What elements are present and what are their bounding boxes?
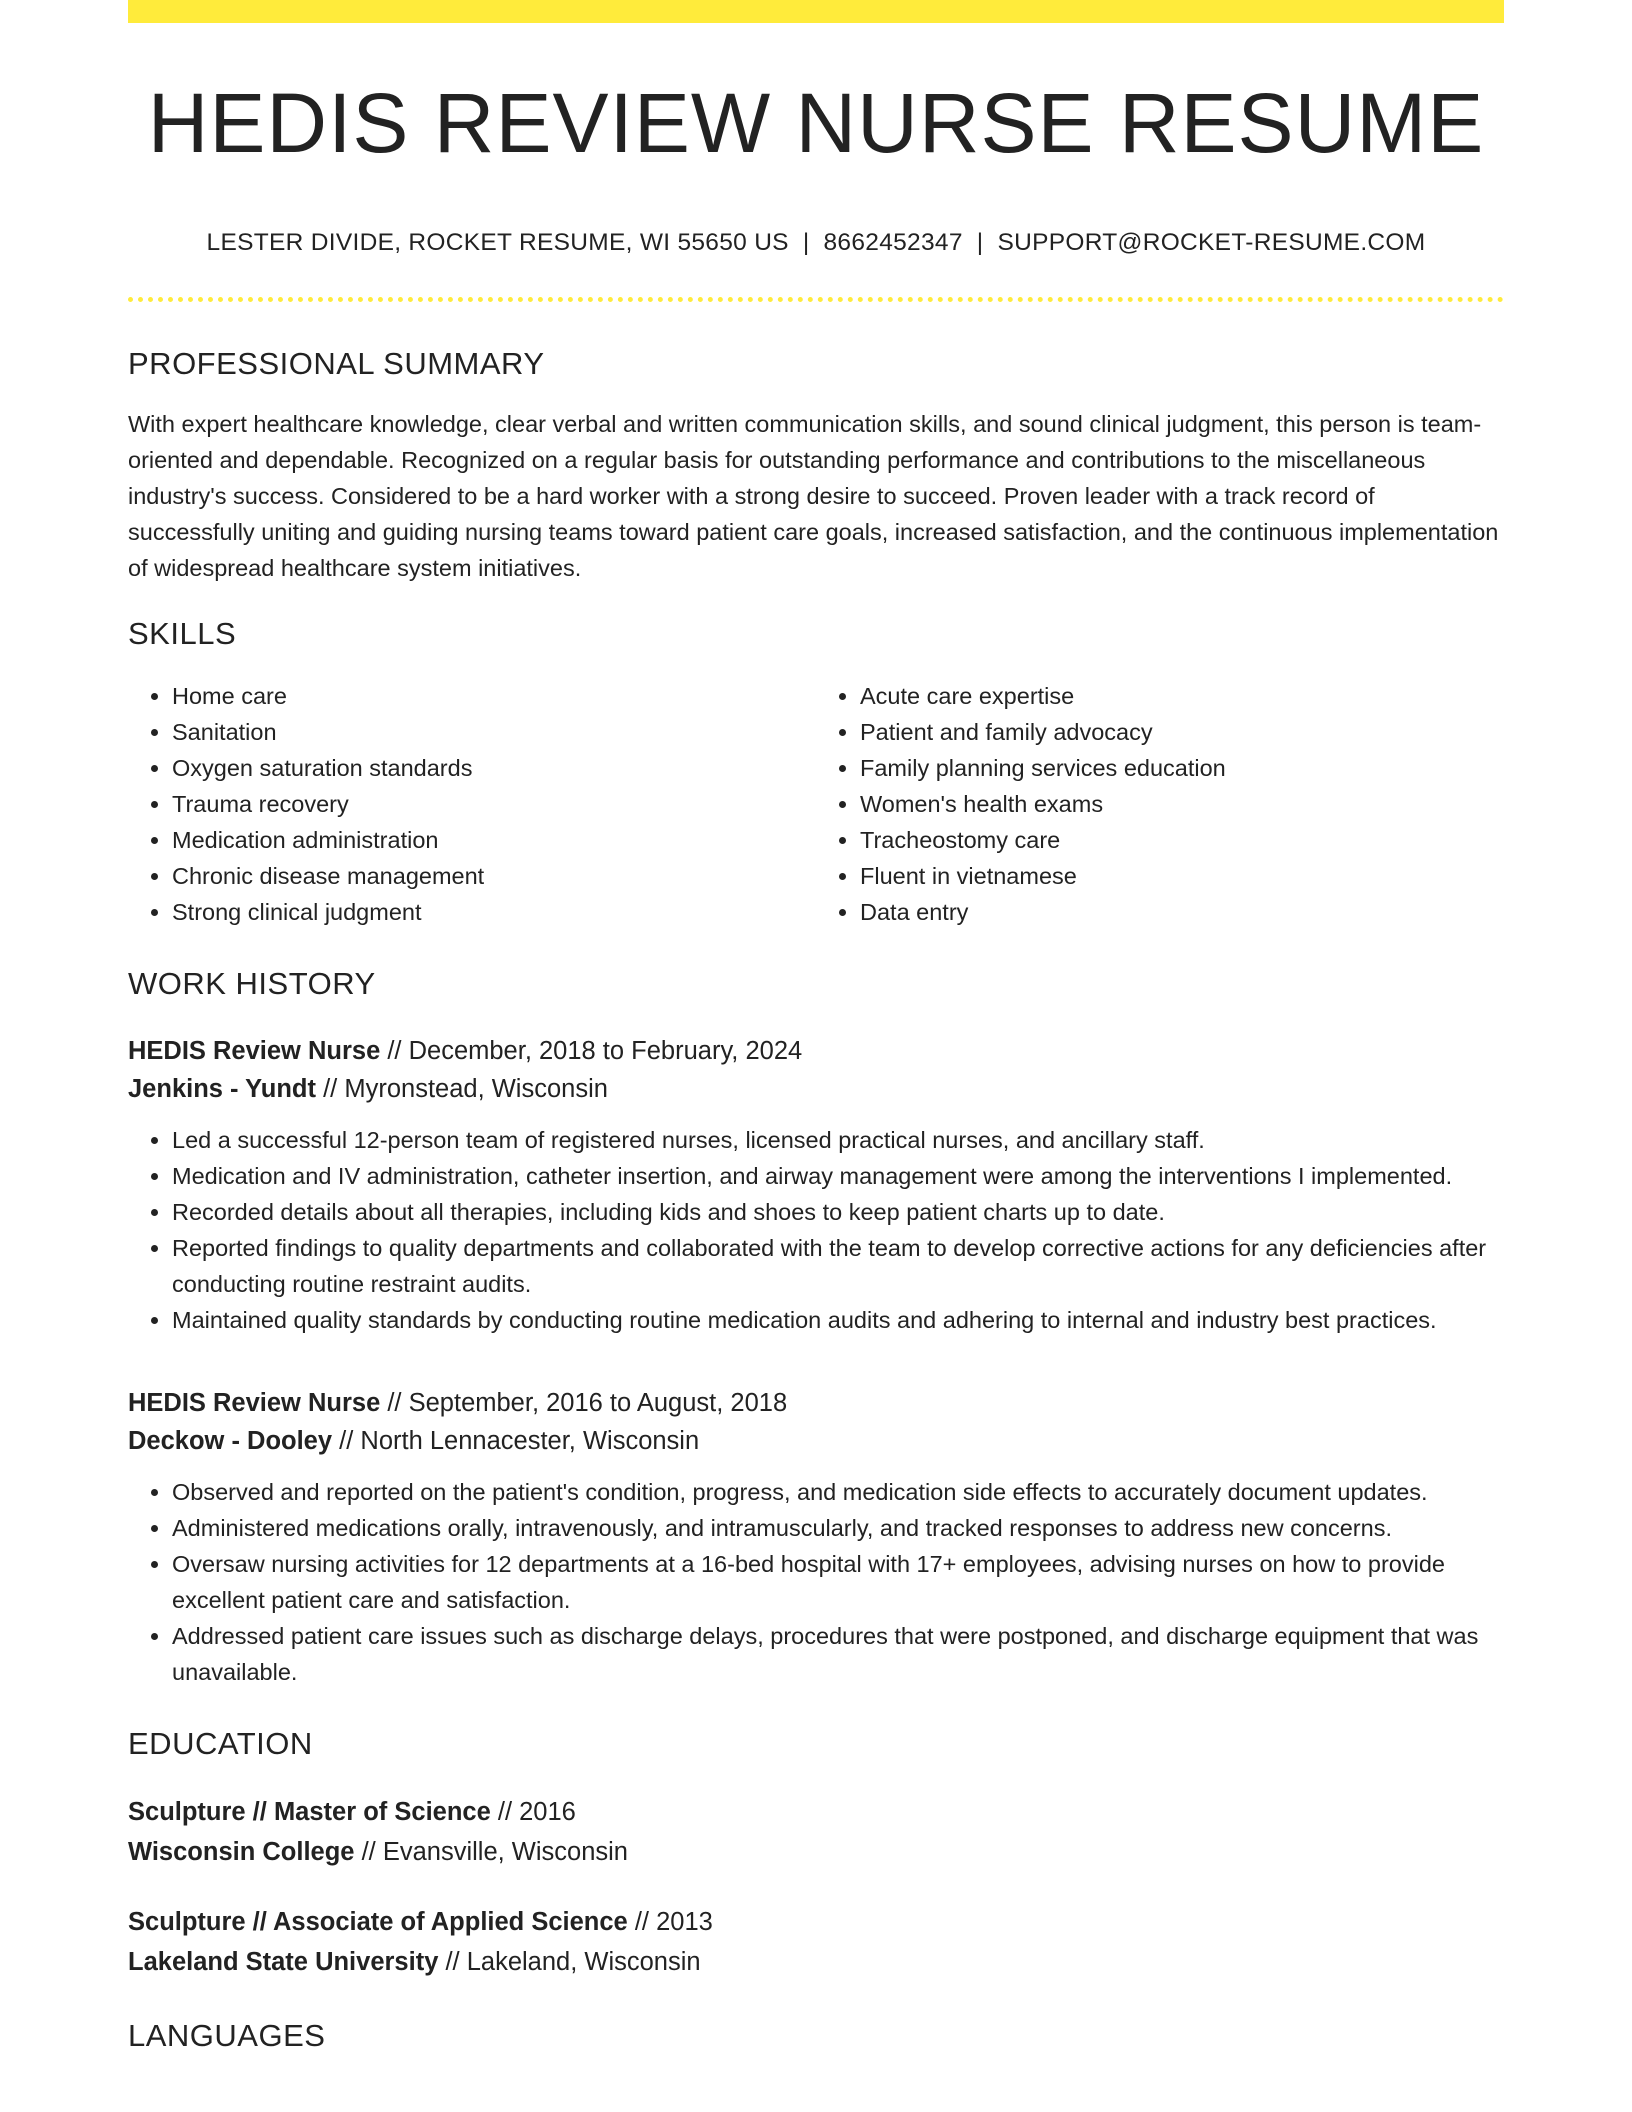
contact-phone: 8662452347 <box>823 229 963 256</box>
job-company: Jenkins - Yundt <box>128 1075 316 1103</box>
job-dates: December, 2018 to February, 2024 <box>408 1037 803 1065</box>
contact-line <box>128 229 1504 257</box>
skill-item: • Oxygen saturation standards <box>172 750 816 786</box>
education-year: 2013 <box>656 1908 713 1936</box>
separator: // <box>332 1427 361 1455</box>
job-title-line <box>128 1032 1504 1070</box>
separator: // <box>490 1798 520 1826</box>
job-bullet: • Recorded details about all therapies, including kids and shoes to keep patient charts up to date. <box>172 1194 1504 1230</box>
separator: // <box>380 1037 409 1065</box>
job-location: Myronstead, Wisconsin <box>344 1075 608 1103</box>
job-bullet: • Oversaw nursing activities for 12 departments at a 16-bed hospital with 17+ employees, advising nurses on how to provide excellent patient care and satisfaction. <box>172 1546 1504 1618</box>
education-school-line <box>128 1942 1504 1982</box>
education-degree-line <box>128 1902 1504 1942</box>
contact-email: SUPPORT@ROCKET-RESUME.COM <box>997 229 1426 256</box>
skills-right-column <box>816 678 1504 930</box>
skill-item: • Sanitation <box>172 714 816 750</box>
skill-item: • Chronic disease management <box>172 858 816 894</box>
job-dates: September, 2016 to August, 2018 <box>408 1389 788 1417</box>
skill-item: • Acute care expertise <box>860 678 1504 714</box>
job-title: HEDIS Review Nurse <box>128 1389 381 1417</box>
job-bullet: • Observed and reported on the patient's condition, progress, and medication side effects to accurately document updates. <box>172 1474 1504 1510</box>
job-entry <box>128 1384 1504 1690</box>
job-bullet: • Maintained quality standards by conducting routine medication audits and adhering to internal and industry best practices. <box>172 1302 1504 1338</box>
skills-heading: SKILLS <box>128 616 237 651</box>
job-bullet: • Reported findings to quality departments and collaborated with the team to develop corrective actions for any deficiencies after conducting routine restraint audits. <box>172 1230 1504 1302</box>
education-location: Lakeland, Wisconsin <box>466 1948 701 1976</box>
separator: // <box>380 1389 409 1417</box>
contact-address: LESTER DIVIDE, ROCKET RESUME, WI 55650 US <box>206 229 789 256</box>
education-school: Wisconsin College <box>128 1838 355 1866</box>
summary-text: With expert healthcare knowledge, clear verbal and written communication skills, and sound clinical judgment, this person is team-oriented and dependable. Recognized on a regular basis for outstanding performance and contributions to the miscellaneous industry's success. Considered to be a hard worker with a strong desire to succeed. Proven leader with a track record of successfully uniting and guiding nursing teams toward patient care goals, increased satisfaction, and the continuous implementation of widespread healthcare system initiatives. <box>128 411 1499 581</box>
work-history-heading: WORK HISTORY <box>128 966 376 1001</box>
skill-item: • Tracheostomy care <box>860 822 1504 858</box>
top-accent-bar <box>128 0 1504 23</box>
job-title: HEDIS Review Nurse <box>128 1037 381 1065</box>
skill-item: • Medication administration <box>172 822 816 858</box>
separator: // <box>316 1075 345 1103</box>
education-heading: EDUCATION <box>128 1726 313 1761</box>
job-title-line <box>128 1384 1504 1422</box>
languages-heading: LANGUAGES <box>128 2018 326 2053</box>
skill-item: • Women's health exams <box>860 786 1504 822</box>
education-location: Evansville, Wisconsin <box>382 1838 628 1866</box>
job-bullet: • Led a successful 12-person team of registered nurses, licensed practical nurses, and ancillary staff. <box>172 1122 1504 1158</box>
education-year: 2016 <box>519 1798 576 1826</box>
contact-separator: | <box>976 229 984 256</box>
skill-item: • Patient and family advocacy <box>860 714 1504 750</box>
job-bullet: • Medication and IV administration, catheter insertion, and airway management were among the interventions I implemented. <box>172 1158 1504 1194</box>
contact-separator: | <box>802 229 810 256</box>
job-bullets <box>128 1122 1504 1338</box>
job-bullet: • Administered medications orally, intravenously, and intramuscularly, and tracked responses to address new concerns. <box>172 1510 1504 1546</box>
summary-heading: PROFESSIONAL SUMMARY <box>128 346 545 381</box>
job-company: Deckow - Dooley <box>128 1427 333 1455</box>
separator: // <box>627 1908 657 1936</box>
education-degree: Sculpture // Associate of Applied Science <box>128 1908 628 1936</box>
job-entry <box>128 1032 1504 1338</box>
skill-item: • Data entry <box>860 894 1504 930</box>
skills-columns <box>128 678 1504 930</box>
skills-left-column <box>128 678 816 930</box>
education-entry <box>128 1902 1504 1982</box>
job-location: North Lennacester, Wisconsin <box>360 1427 700 1455</box>
resume-title: HEDIS REVIEW NURSE RESUME <box>147 76 1485 170</box>
separator: // <box>438 1948 467 1976</box>
resume-page <box>128 0 1504 2054</box>
skill-item: • Strong clinical judgment <box>172 894 816 930</box>
header-divider <box>128 297 1504 302</box>
education-degree-line <box>128 1792 1504 1832</box>
job-bullets <box>128 1474 1504 1690</box>
skill-item: • Trauma recovery <box>172 786 816 822</box>
job-bullet: • Addressed patient care issues such as discharge delays, procedures that were postponed, and discharge equipment that was unavailable. <box>172 1618 1504 1690</box>
job-company-line <box>128 1070 1504 1108</box>
skill-item: • Family planning services education <box>860 750 1504 786</box>
job-company-line <box>128 1422 1504 1460</box>
education-entry <box>128 1792 1504 1872</box>
education-school-line <box>128 1832 1504 1872</box>
skill-item: • Fluent in vietnamese <box>860 858 1504 894</box>
education-degree: Sculpture // Master of Science <box>128 1798 491 1826</box>
separator: // <box>354 1838 383 1866</box>
skill-item: • Home care <box>172 678 816 714</box>
education-school: Lakeland State University <box>128 1948 439 1976</box>
